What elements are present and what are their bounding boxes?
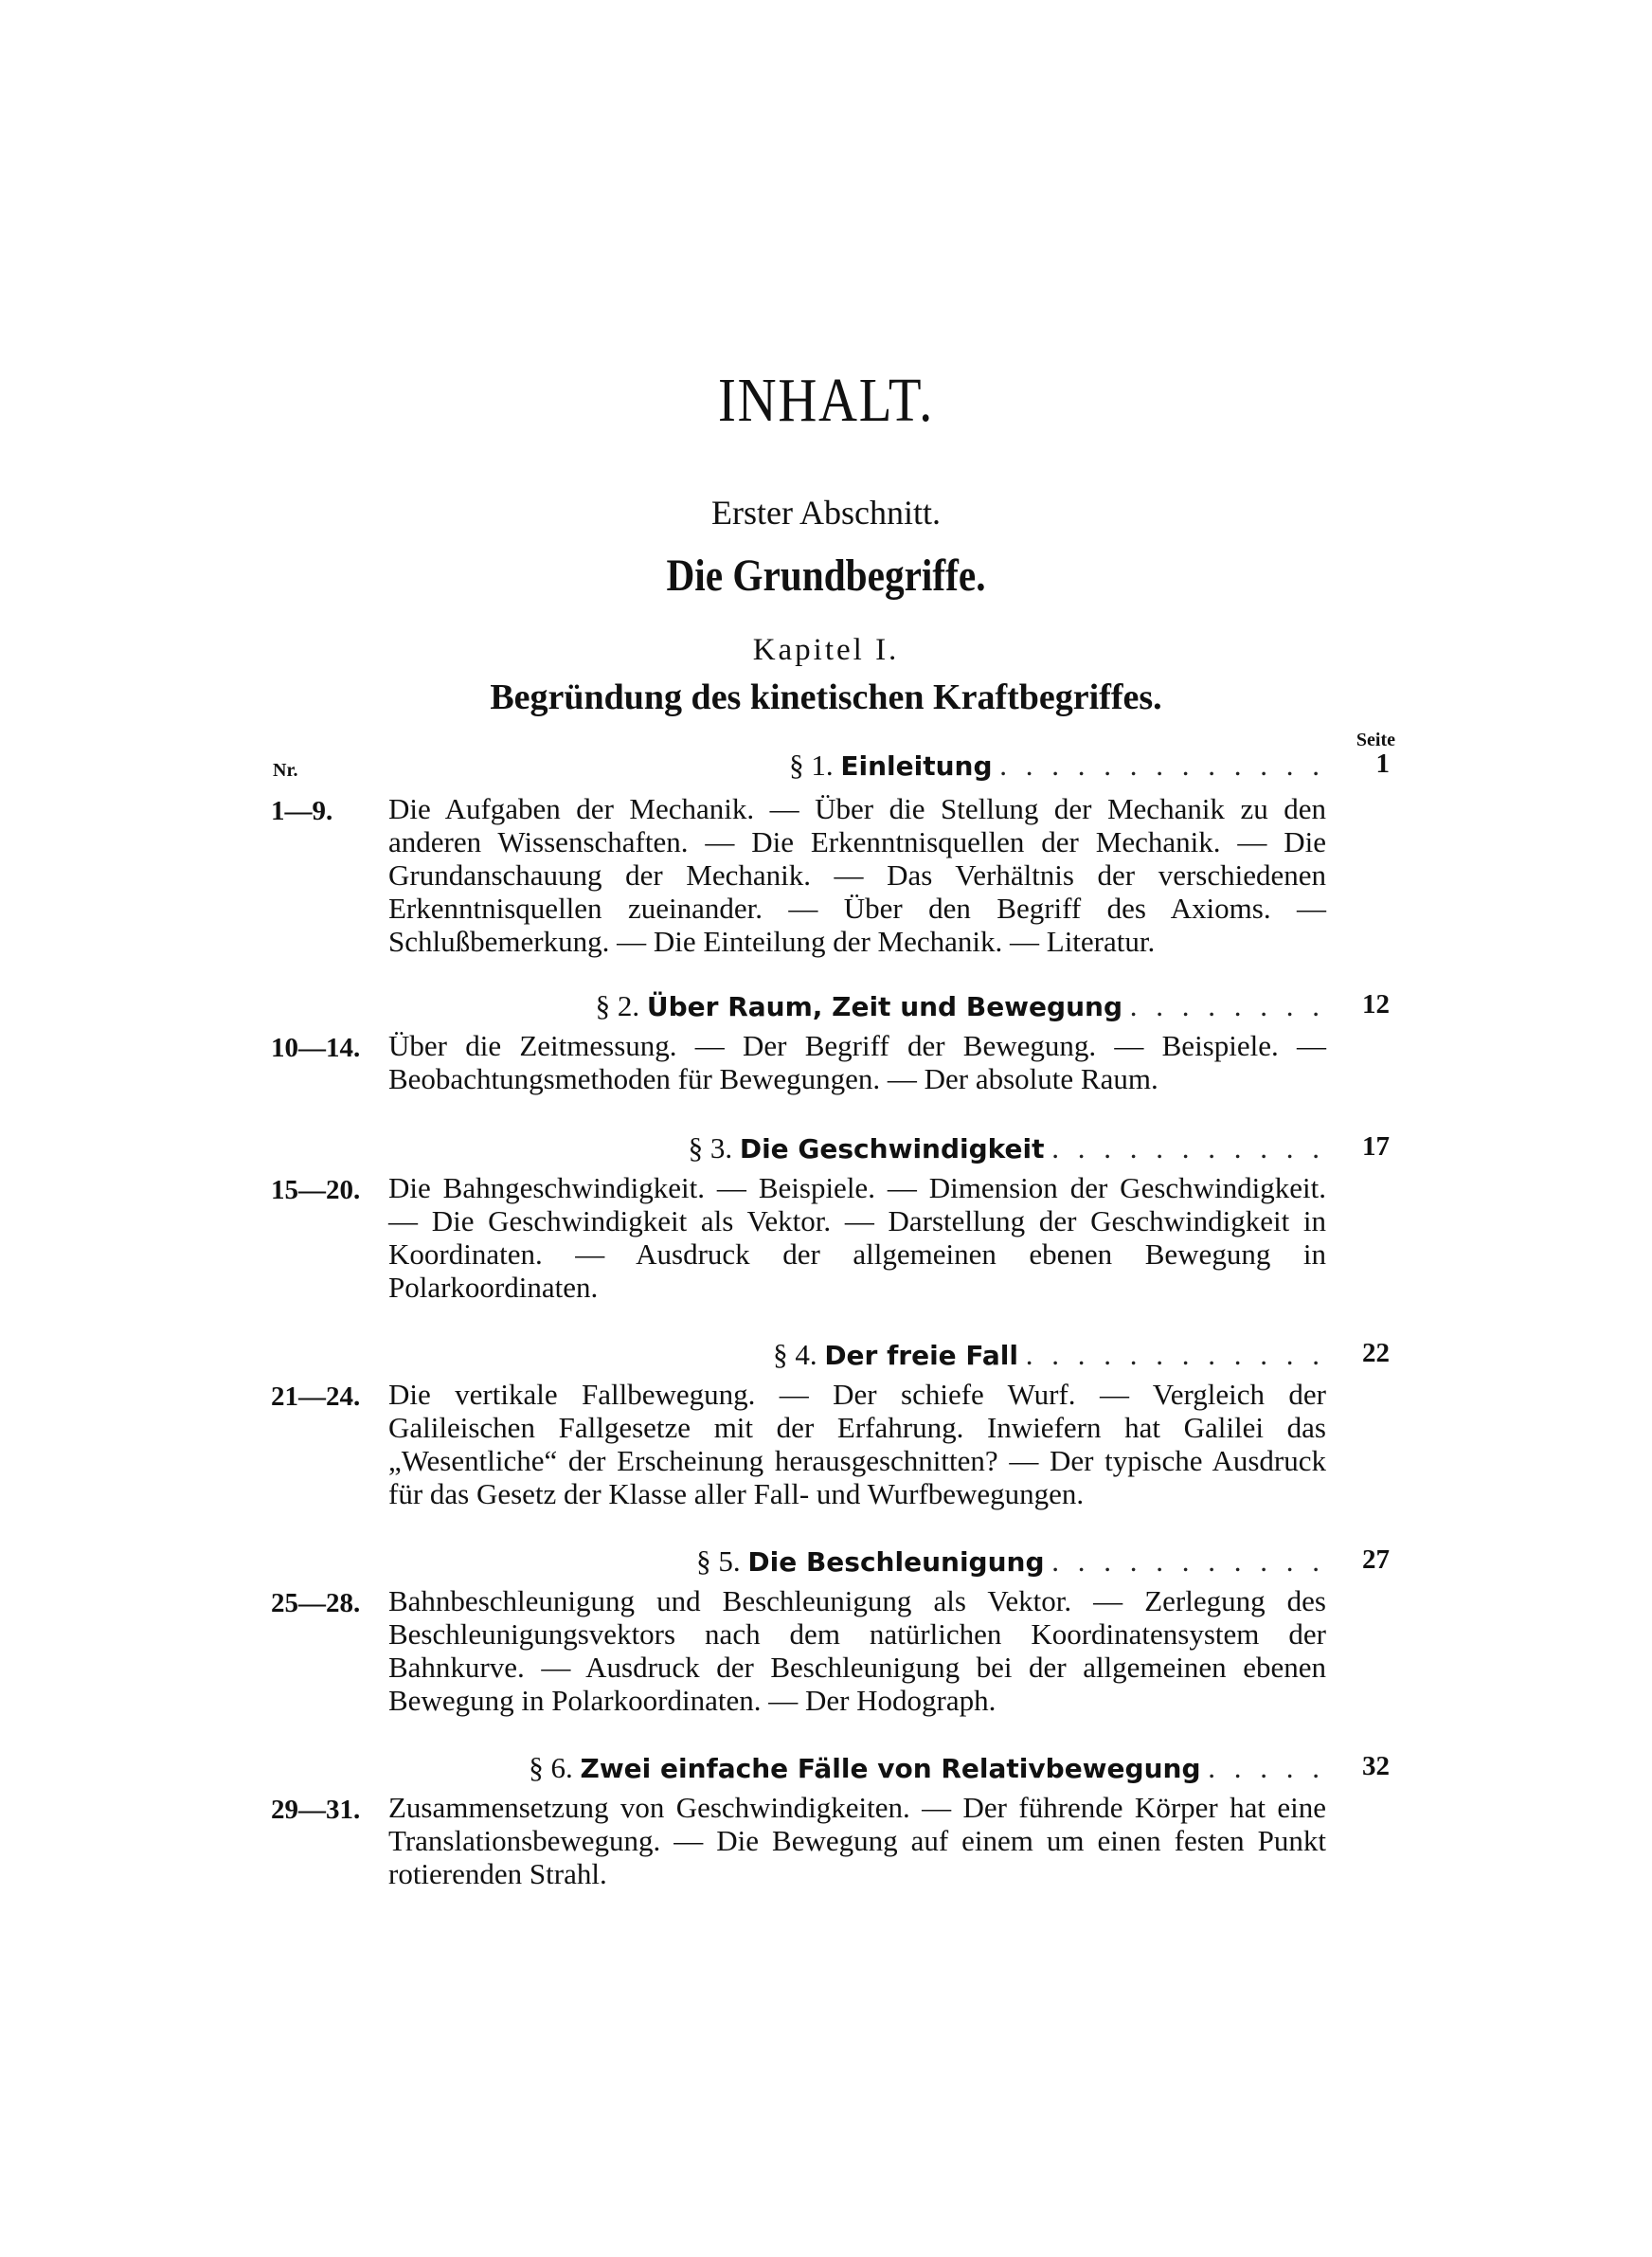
toc-entry-heading[interactable] [0,1751,1652,1789]
paragraph-symbol: § 3. [688,1131,733,1165]
column-header-page: Seite [1356,730,1395,750]
leader-dots: . . . . . . . . . . . . . [999,749,1325,782]
entry-title: Über Raum, Zeit und Bewegung [646,991,1122,1022]
entry-description: Die Aufgaben der Mechanik. — Über die Stellung der Mechanik zu den anderen Wissenschaften. — Die Erkenntnisquellen der Mechanik. — Die Grundanschauung der Mechanik. — Das Verhältnis der verschiedenen Erkenntnisquellen zueinander. — Über den Begriff des Axioms. — Schlußbemerkung. — Die Einteilung der Mechanik. — Literatur. [388,792,1326,958]
leader-dots: . . . . . . . . . . . [1051,1131,1325,1165]
entry-title: Einleitung [840,750,993,782]
item-range: 29—31. [271,1795,361,1825]
entry-title: Die Geschwindigkeit [739,1133,1045,1165]
paragraph-symbol: § 5. [696,1544,741,1578]
page-number: 32 [1362,1751,1390,1781]
item-range: 10—14. [271,1033,361,1063]
toc-entry-heading[interactable] [0,749,1652,786]
page-number: 1 [1375,749,1390,779]
entry-title: Die Beschleunigung [747,1546,1045,1578]
item-range: 25—28. [271,1588,361,1618]
leader-dots: . . . . . . . . . . . [1051,1544,1325,1578]
entry-description: Zusammensetzung von Geschwindigkeiten. — Der führende Körper hat eine Translationsbewegung. — Die Bewegung auf einem um einen festen Punkt rotierenden Strahl. [388,1791,1326,1890]
leader-dots: . . . . . . . . . . . . [1025,1338,1325,1371]
section-label: Erster Abschnitt. [711,494,941,532]
item-range: 1—9. [271,796,333,826]
entry-title: Der freie Fall [824,1340,1018,1371]
entry-title: Zwei einfache Fälle von Relativbewegung [580,1753,1201,1784]
paragraph-symbol: § 6. [529,1751,573,1784]
toc-entry-heading[interactable] [0,1338,1652,1376]
chapter-title: Begründung des kinetischen Kraftbegriffes. [490,677,1162,717]
leader-dots: . . . . . . . . [1129,989,1325,1022]
leader-dots: . . . . . [1208,1751,1325,1784]
column-header-number: Nr. [273,760,298,781]
page-number: 17 [1362,1131,1390,1162]
page-number: 27 [1362,1544,1390,1575]
paragraph-symbol: § 1. [789,749,834,782]
section-title: Die Grundbegriffe. [666,551,986,601]
paragraph-symbol: § 2. [595,989,640,1022]
item-range: 21—24. [271,1381,361,1412]
entry-description: Über die Zeitmessung. — Der Begriff der Bewegung. — Beispiele. — Beobachtungsmethoden für Bewegungen. — Der absolute Raum. [388,1029,1326,1095]
item-range: 15—20. [271,1175,361,1205]
paragraph-symbol: § 4. [773,1338,817,1371]
toc-entry-heading[interactable] [0,1544,1652,1582]
chapter-label: Kapitel I. [752,633,900,667]
entry-description: Die Bahngeschwindigkeit. — Beispiele. — Dimension der Geschwindigkeit. — Die Geschwindigkeit als Vektor. — Darstellung der Geschwindigkeit in Koordinaten. — Ausdruck der allgemeinen ebenen Bewegung in Polarkoordinaten. [388,1171,1326,1304]
entry-description: Bahnbeschleunigung und Beschleunigung als Vektor. — Zerlegung des Beschleunigungsvektors nach dem natürlichen Koordinatensystem der Bahnkurve. — Ausdruck der Beschleunigung bei der allgemeinen ebenen Bewegung in Polarkoordinaten. — Der Hodograph. [388,1584,1326,1717]
toc-entry-heading[interactable] [0,1131,1652,1169]
toc-entry-heading[interactable] [0,989,1652,1027]
entry-description: Die vertikale Fallbewegung. — Der schiefe Wurf. — Vergleich der Galileischen Fallgesetze mit der Erfahrung. Inwiefern hat Galilei das „Wesentliche“ der Erscheinung herausgeschnitten? — Der typische Ausdruck für das Gesetz der Klasse aller Fall- und Wurfbewegungen. [388,1378,1326,1510]
page-number: 22 [1362,1338,1390,1368]
page-number: 12 [1362,989,1390,1020]
page-title: INHALT. [717,366,935,435]
